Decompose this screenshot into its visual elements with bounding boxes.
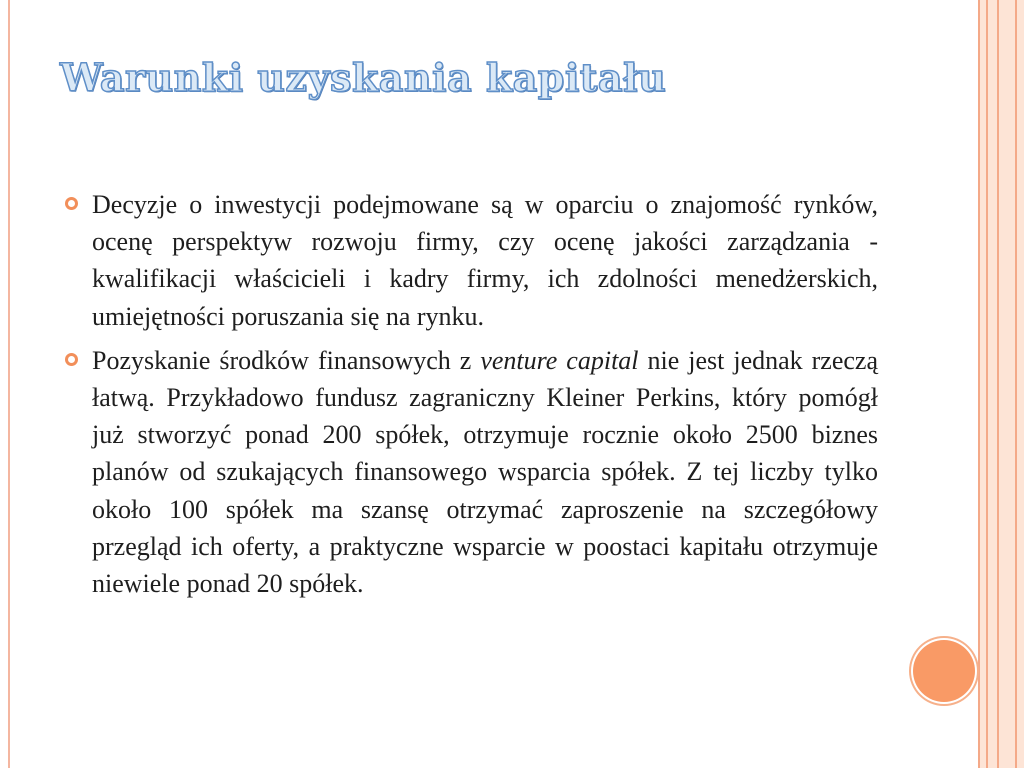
ring-bullet-icon <box>65 353 78 366</box>
filled-circle-icon <box>913 640 975 702</box>
right-frame-band <box>978 0 1024 768</box>
bullet-item <box>64 186 878 335</box>
slide-title: Warunki uzyskania kapitału <box>60 55 667 100</box>
bullet-text: Decyzje o inwestycji podejmowane są w oparciu o znajomość rynków, ocenę perspektyw rozwoju firmy, czy ocenę jakości zarządzania - kwalifikacji właścicieli i kadry firmy, ich zdolności menedżerskich, umiejętności poruszania się na rynku. <box>92 190 878 331</box>
right-frame-line <box>997 0 999 768</box>
right-frame-line <box>986 0 988 768</box>
left-frame-line <box>8 0 10 768</box>
ring-bullet-icon <box>65 197 78 210</box>
bullet-text-start: Pozyskanie środków finansowych z <box>92 345 481 375</box>
bullet-text-italic: venture capital <box>480 345 639 375</box>
right-frame-line <box>978 0 980 768</box>
right-frame-line <box>1015 0 1017 768</box>
bullet-list <box>64 186 878 609</box>
bullet-item <box>64 342 878 602</box>
bullet-text-end: nie jest jednak rzeczą łatwą. Przykładowo fundusz zagraniczny Kleiner Perkins, który pomógł już stworzyć ponad 200 spółek, otrzymuje rocznie około 2500 biznes planów od szukających finansowego wsparcia spółek. Z tej liczby tylko około 100 spółek ma szansę otrzymać zaproszenie na szczegółowy przegląd ich oferty, a praktyczne wsparcie w poostaci kapitału otrzymuje niewiele ponad 20 spółek. <box>92 345 879 599</box>
